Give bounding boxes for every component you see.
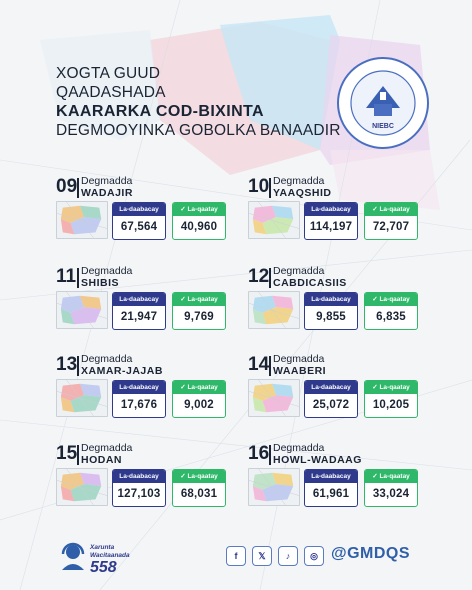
collected-stat: [172, 469, 226, 507]
collected-label: La-qaatay: [187, 296, 218, 303]
issued-label: La-daabacay: [113, 470, 165, 483]
issued-stat: [112, 469, 166, 507]
district-name: WAABERI: [273, 365, 327, 377]
call-center-label-1: Xarunta: [90, 544, 115, 551]
collected-label: La-qaatay: [379, 384, 410, 391]
headset-icon: [60, 542, 86, 572]
district-number: 11: [56, 266, 77, 287]
collected-label: La-qaatay: [379, 206, 410, 213]
collected-label: La-qaatay: [187, 206, 218, 213]
check-icon: ✓: [372, 296, 380, 303]
district-map: [56, 201, 108, 239]
district-number: 12: [248, 266, 270, 287]
issued-label: La-daabacay: [113, 203, 165, 216]
issued-label: La-daabacay: [305, 293, 357, 306]
district-name: HOWL-WADAAG: [273, 454, 362, 466]
issued-stat: [112, 202, 166, 240]
district-map: [248, 468, 300, 506]
issued-label: La-daabacay: [113, 381, 165, 394]
collected-header: [365, 293, 417, 306]
collected-value: 40,960: [180, 221, 218, 233]
issued-value: 114,197: [309, 221, 353, 233]
district-card: [248, 443, 424, 523]
district-card: [56, 266, 232, 346]
district-map: [248, 201, 300, 239]
social-handle[interactable]: @GMDQS: [331, 545, 411, 562]
district-map: [56, 379, 108, 417]
collected-label: La-qaatay: [187, 473, 218, 480]
district-word: Degmadda: [273, 442, 325, 454]
district-number: 09: [56, 176, 78, 197]
tiktok-icon[interactable]: ♪: [278, 546, 298, 566]
issued-stat: [304, 469, 358, 507]
collected-header: [365, 203, 417, 216]
divider: [269, 178, 271, 198]
check-icon: ✓: [372, 384, 380, 391]
issued-stat: [112, 292, 166, 330]
issued-stat: [112, 380, 166, 418]
collected-value: 9,769: [184, 311, 214, 323]
collected-stat: [364, 469, 418, 507]
district-number: 13: [56, 354, 78, 375]
collected-value: 68,031: [180, 488, 218, 500]
issued-label: La-daabacay: [305, 470, 357, 483]
x-icon[interactable]: 𝕏: [252, 546, 272, 566]
district-word: Degmadda: [81, 175, 133, 187]
district-number: 10: [248, 176, 270, 197]
divider: [269, 268, 271, 288]
issued-value: 17,676: [120, 399, 158, 411]
collected-value: 9,002: [184, 399, 214, 411]
niebc-logo: [336, 56, 430, 150]
collected-value: 6,835: [376, 311, 406, 323]
collected-stat: [172, 202, 226, 240]
collected-stat: [364, 202, 418, 240]
divider: [77, 445, 79, 465]
collected-stat: [364, 292, 418, 330]
district-card: [56, 176, 232, 256]
collected-label: La-qaatay: [187, 384, 218, 391]
district-number: 16: [248, 443, 270, 464]
district-name: XAMAR-JAJAB: [81, 365, 163, 377]
district-word: Degmadda: [81, 442, 133, 454]
collected-header: [365, 381, 417, 394]
issued-label: La-daabacay: [305, 203, 357, 216]
check-icon: ✓: [372, 206, 380, 213]
district-card: [248, 266, 424, 346]
header-title: [56, 64, 341, 140]
check-icon: ✓: [180, 384, 188, 391]
issued-value: 127,103: [117, 488, 161, 500]
call-center-number: 558: [90, 559, 117, 576]
check-icon: ✓: [180, 296, 188, 303]
district-card: [56, 354, 232, 434]
collected-stat: [364, 380, 418, 418]
collected-value: 10,205: [372, 399, 410, 411]
district-word: Degmadda: [81, 353, 133, 365]
district-card: [248, 354, 424, 434]
collected-header: [173, 381, 225, 394]
collected-header: [173, 203, 225, 216]
collected-value: 33,024: [372, 488, 410, 500]
collected-stat: [172, 292, 226, 330]
divider: [269, 356, 271, 376]
call-center-label-2: Wacitaanada: [90, 552, 130, 559]
collected-header: [173, 293, 225, 306]
issued-stat: [304, 292, 358, 330]
issued-label: La-daabacay: [113, 293, 165, 306]
issued-stat: [304, 380, 358, 418]
header-line-2: QAADASHADA: [56, 84, 166, 101]
collected-value: 72,707: [372, 221, 410, 233]
logo-short-text: NIEBC: [372, 123, 394, 130]
district-name: WADAJIR: [81, 187, 133, 199]
check-icon: ✓: [180, 206, 188, 213]
district-word: Degmadda: [273, 175, 325, 187]
instagram-icon[interactable]: ◎: [304, 546, 324, 566]
district-number: 15: [56, 443, 78, 464]
divider: [77, 356, 79, 376]
issued-value: 61,961: [312, 488, 350, 500]
collected-header: [173, 470, 225, 483]
divider: [77, 178, 79, 198]
district-number: 14: [248, 354, 270, 375]
social-links: [226, 546, 324, 566]
district-word: Degmadda: [273, 265, 325, 277]
header-line-3: KAARARKA COD-BIXINTA: [56, 103, 264, 120]
district-map: [248, 379, 300, 417]
check-icon: ✓: [372, 473, 380, 480]
district-word: Degmadda: [273, 353, 325, 365]
collected-header: [365, 470, 417, 483]
issued-value: 67,564: [120, 221, 158, 233]
collected-label: La-qaatay: [379, 296, 410, 303]
check-icon: ✓: [180, 473, 188, 480]
issued-stat: [304, 202, 358, 240]
issued-value: 25,072: [312, 399, 350, 411]
district-map: [248, 291, 300, 329]
district-map: [56, 468, 108, 506]
district-card: [56, 443, 232, 523]
district-name: SHIBIS: [81, 277, 120, 289]
district-name: CABDICASIIS: [273, 277, 347, 289]
header-line-4: DEGMOOYINKA GOBOLKA BANAADIR: [56, 122, 341, 139]
header-line-1: XOGTA GUUD: [56, 65, 161, 82]
divider: [77, 268, 79, 288]
issued-value: 21,947: [120, 311, 158, 323]
facebook-icon[interactable]: f: [226, 546, 246, 566]
collected-label: La-qaatay: [379, 473, 410, 480]
collected-stat: [172, 380, 226, 418]
district-card: [248, 176, 424, 256]
district-name: YAAQSHID: [273, 187, 332, 199]
issued-value: 9,855: [316, 311, 346, 323]
district-word: Degmadda: [81, 265, 133, 277]
divider: [269, 445, 271, 465]
district-map: [56, 291, 108, 329]
district-name: HODAN: [81, 454, 122, 466]
issued-label: La-daabacay: [305, 381, 357, 394]
